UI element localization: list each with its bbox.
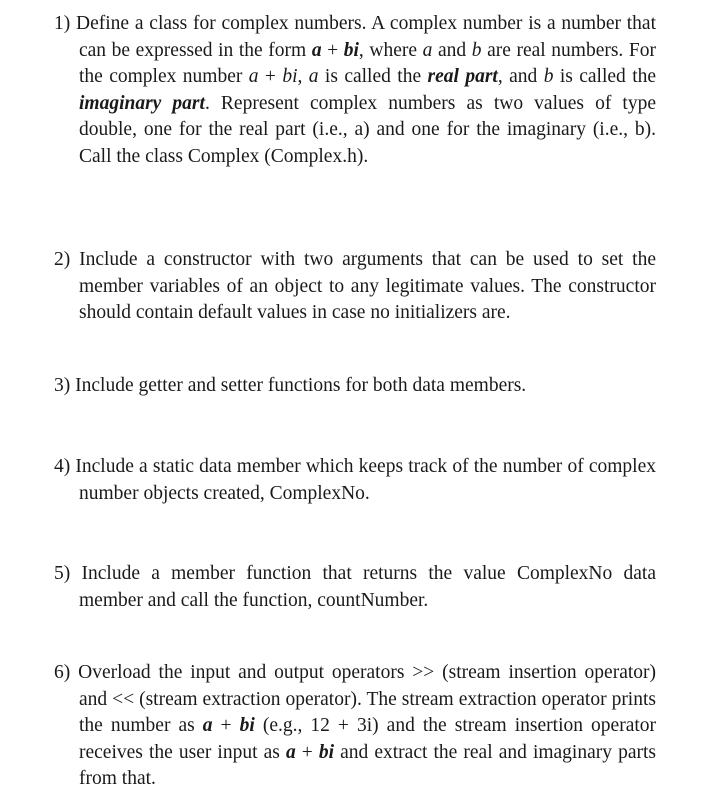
emphasis-term: real part [427, 66, 498, 88]
item-4 [54, 454, 656, 507]
item-number: 6) [54, 662, 79, 683]
item-number: 3) [54, 375, 76, 396]
item-3 [54, 373, 656, 400]
item-4-text: 4) Include a static data member which keeps track of the number of complex number objects created, ComplexNo. [54, 456, 656, 504]
item-6 [54, 660, 656, 793]
item-1-text: 1) Define a class for complex numbers. A complex number is a number that can be expressed in the form a + bi, where a and b are real numbers. For the complex number a + bi, a is called the real part, and b is called the imaginary part. Represent complex numbers as two values of type double, one for the real part (i.e., a) and one for the imaginary (i.e., b). Call the class Complex (Complex.h). [54, 13, 657, 167]
item-number: 5) [54, 563, 82, 584]
math-variable: a [308, 66, 319, 88]
item-3-text: 3) Include getter and setter functions for both data members. [54, 375, 527, 396]
math-variable: b [471, 39, 482, 61]
item-number: 4) [54, 456, 76, 477]
item-number: 1) [54, 13, 77, 34]
item-2-text: 2) Include a constructor with two arguments that can be used to set the member variables of an object to any legitimate values. The constructor should contain default values in case no initializers are. [54, 249, 656, 324]
emphasis-term: bi [318, 741, 335, 763]
math-variable: b [543, 66, 554, 88]
math-variable: a [248, 66, 259, 88]
emphasis-term: imaginary part [79, 92, 205, 114]
emphasis-term: a [311, 39, 322, 61]
emphasis-term: a [285, 741, 296, 763]
item-6-text: 6) Overload the input and output operators >> (stream insertion operator) and << (stream extraction operator). The stream extraction operator prints the number as a + bi (e.g., 12 + 3i) and the stream insertion operator receives the user input as a + bi and extract the real and imaginary parts from that. [54, 662, 657, 790]
item-number: 2) [54, 249, 80, 270]
emphasis-term: bi [343, 39, 359, 61]
emphasis-term: bi [239, 715, 255, 737]
item-2 [54, 247, 656, 327]
emphasis-term: a [202, 715, 213, 737]
math-variable: bi [282, 66, 298, 88]
item-5-text: 5) Include a member function that returns the value ComplexNo data member and call the function, countNumber. [54, 563, 656, 611]
item-5 [54, 561, 656, 614]
math-variable: a [422, 39, 433, 61]
item-1 [54, 11, 656, 171]
